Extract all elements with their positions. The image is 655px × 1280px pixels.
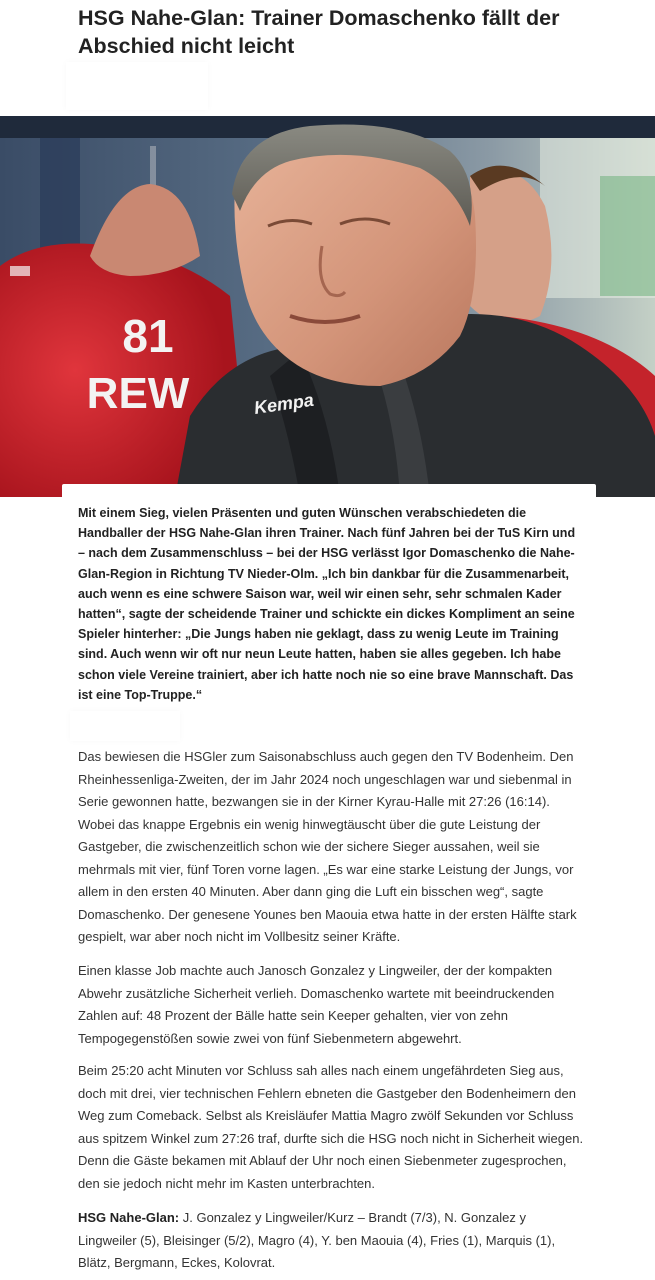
hero-image [0,116,655,497]
jacket-brand: Kempa [252,389,316,418]
article-paragraph: Das bewiesen die HSGler zum Saisonabschluss auch gegen den TV Bodenheim. Den Rheinhessenliga-Zweiten, der im Jahr 2024 noch ungeschlagen war und siebenmal in Serie gewonnen hatte, bezwangen sie in der Kirner Kyrau-Halle mit 27:26 (16:14). Wobei das knappe Ergebnis ein wenig hinwegtäuscht über die gute Leistung der Gastgeber, die zwischenzeitlich schon wie der sichere Sieger aussahen, weil sie mehrmals mit vier, fünf Toren vorne lagen. „Es war eine starke Leistung der Jungs, vor allem in den ersten 40 Minuten. Aber dann ging die Luft ein bisschen weg“, sagte Domaschenko. Der genesene Younes ben Maouia etwa hatte in der ersten Hälfte stark gespielt, war aber noch nicht im Vollbesitz seiner Kräfte. [78,749,577,944]
jersey-number: 81 [122,310,174,362]
author-placeholder [66,62,208,110]
article-paragraph: Beim 25:20 acht Minuten vor Schluss sah alles nach einem ungefährdeten Sieg aus, doch mit drei, vier technischen Fehlern ebneten die Gastgeber den Bodenheimern den Weg zum Comeback. Selbst als Kreisläufer Mattia Magro zwölf Sekunden vor Schluss aus spitzem Winkel zum 27:26 traf, durfte sich die HSG noch nicht in Sicherheit wiegen. Denn die Gäste bekamen mit Ablauf der Uhr noch einen Siebenmeter zugesprochen, den sie jedoch nicht mehr im Kasten unterbrachten. [78,1063,584,1191]
jersey-sponsor: REW [86,369,190,418]
lineup-team-label: HSG Nahe-Glan: [78,1210,180,1225]
article-headline: HSG Nahe-Glan: Trainer Domaschenko fällt der Abschied nicht leicht [78,6,560,58]
article-lead: Mit einem Sieg, vielen Präsenten und guten Wünschen verabschiedeten die Handballer der HSG Nahe-Glan ihren Trainer. Nach fünf Jahren bei der TuS Kirn und – nach dem Zusammenschluss – bei der HSG verlässt Igor Domaschenko die Nahe-Glan-Region in Richtung TV Nieder-Olm. „Ich bin dankbar für die Zusammenarbeit, auch wenn es eine schwere Saison war, weil wir einen sehr, sehr schmalen Kader hatten“, sagte der scheidende Trainer und schickte ein dickes Kompliment an seine Spieler hinterher: „Die Jungs haben nie geklagt, dass zu wenig Leute im Training sind. Auch wenn wir oft nur neun Leute hatten, haben sie alles gegeben. Ich habe schon viele Vereine trainiert, aber ich hatte noch nie so eine brave Mannschaft. Das ist eine Top-Truppe.“ [78,506,576,702]
article-paragraph: Einen klasse Job machte auch Janosch Gonzalez y Lingweiler, der der kompakten Abwehr zusätzliche Sicherheit verlieh. Domaschenko wartete mit beeindruckenden Zahlen auf: 48 Prozent der Bälle hatte sein Keeper gehalten, vier von zehn Tempogegenstößen sowie zwei von fünf Siebenmetern abgewehrt. [78,963,555,1046]
share-placeholder [70,711,180,741]
lineup-players: J. Gonzalez y Lingweiler/Kurz – Brandt (7/3), N. Gonzalez y Lingweiler (5), Bleisinger (5/2), Magro (4), Y. ben Maouia (4), Fries (1), Marquis (1), Blätz, Bergmann, Eckes, Kolovrat. [78,1210,556,1270]
lineup-paragraph [78,1207,588,1275]
